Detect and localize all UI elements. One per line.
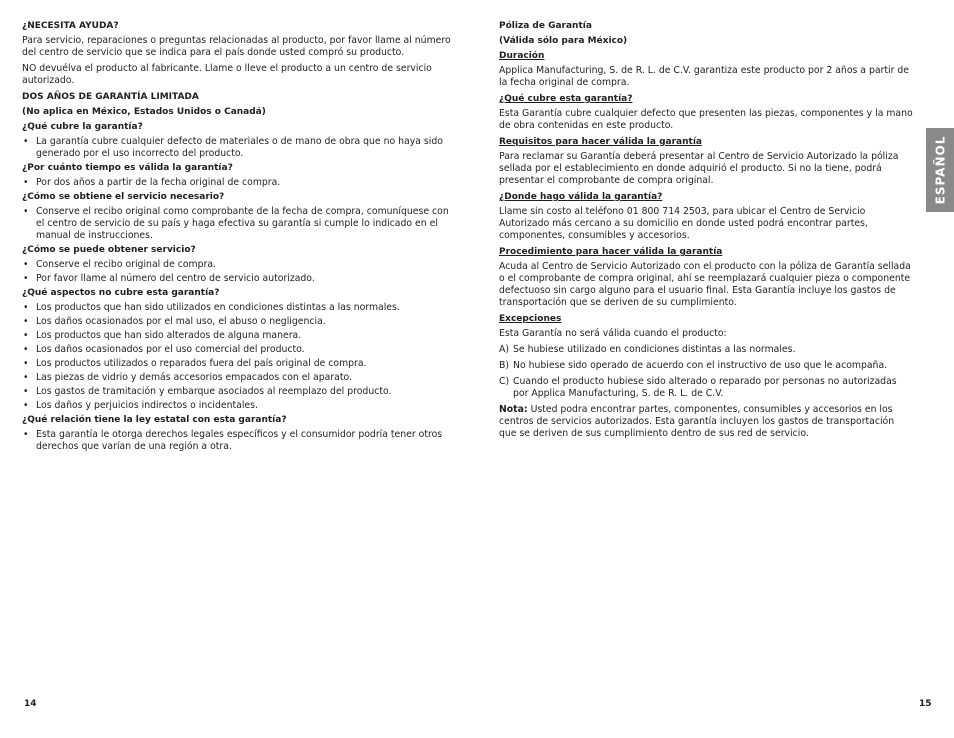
question-state-law: ¿Qué relación tiene la ley estatal con esta garantía? (22, 415, 287, 425)
question-not-covered: ¿Qué aspectos no cubre esta garantía? (22, 288, 220, 298)
covers-text: Esta Garantía cubre cualquier defecto que presenten las piezas, componentes y la mano de obra contenidas en este producto. (499, 108, 913, 131)
list-item: • Por dos años a partir de la fecha original de compra. (22, 177, 454, 189)
list-item (499, 360, 913, 372)
warranty-subheading: (No aplica en México, Estados Unidos o Canadá) (22, 107, 266, 117)
language-tab (926, 128, 954, 212)
list-item (499, 344, 913, 356)
requirements-text: Para reclamar su Garantía deberá presentar al Centro de Servicio Autorizado la póliza sellada por el establecimiento en donde adquirió el producto. Si no la tiene, podrá presentar el comprobante de compra original. (499, 151, 899, 186)
list-item-text: Cuando el producto hubiese sido alterado o reparado por personas no autorizadas por Applica Manufacturing, S. de R. L. de C.V. (513, 376, 897, 399)
question-obtain-service: ¿Cómo se puede obtener servicio? (22, 245, 196, 255)
where-text: Llame sin costo al teléfono 01 800 714 2503, para ubicar el Centro de Servicio Autorizado más cercano a su domicilio en donde usted podrá encontrar partes, componentes, consumibles y accesorios. (499, 206, 868, 241)
exceptions-heading: Excepciones (499, 314, 562, 324)
list-marker: B) (499, 360, 510, 371)
page-number-left: 14 (24, 699, 37, 709)
list-marker: C) (499, 376, 510, 387)
list-item: • Los daños ocasionados por el mal uso, el abuso o negligencia. (22, 316, 454, 328)
list-item-text: No hubiese sido operado de acuerdo con el instructivo de uso que le acompaña. (513, 360, 888, 371)
question-coverage: ¿Qué cubre la garantía? (22, 122, 143, 132)
list-item: • Conserve el recibo original como comprobante de la fecha de compra, comuníquese con el centro de servicio de su país y haga efectiva su garantía si cumple lo indicado en el manual de instrucciones. (22, 206, 454, 242)
list-marker: A) (499, 344, 509, 355)
requirements-heading: Requisitos para hacer válida la garantía (499, 137, 702, 147)
note-text: Usted podra encontrar partes, componentes, consumibles y accesorios en los centros de servicios autorizados. Esta garantía incluyen los gastos de transportación que se deriven de sus cumplimiento dentro de sus red de servicio. (499, 404, 895, 439)
exceptions-intro: Esta Garantía no será válida cuando el producto: (499, 328, 727, 339)
note-paragraph (499, 404, 913, 440)
list-item: • La garantía cubre cualquier defecto de materiales o de mano de obra que no haya sido generado por el uso incorrecto del producto. (22, 136, 454, 160)
list-item: • Los daños y perjuicios indirectos o incidentales. (22, 400, 454, 412)
note-label: Nota: (499, 404, 528, 415)
policy-subtitle: (Válida sólo para México) (499, 36, 628, 46)
list-item: • Los daños ocasionados por el uso comercial del producto. (22, 344, 454, 356)
where-heading: ¿Donde hago válida la garantía? (499, 192, 663, 202)
policy-title: Póliza de Garantía (499, 21, 592, 31)
list-item (499, 376, 913, 400)
procedure-text: Acuda al Centro de Servicio Autorizado con el producto con la póliza de Garantía sellada o el comprobante de compra original, ahí se reemplazará cualquier pieza o componente defectuoso sin cargo alguno para el usuario final. Esta Garantía incluye los gastos de transportación que se deriven de su cumplimiento. (499, 261, 911, 308)
right-page-column (499, 20, 913, 444)
need-help-heading: ¿NECESITA AYUDA? (22, 21, 119, 31)
list-item: • Conserve el recibo original de compra. (22, 259, 454, 271)
question-how-service: ¿Cómo se obtiene el servicio necesario? (22, 192, 225, 202)
covers-heading: ¿Qué cubre esta garantía? (499, 94, 633, 104)
procedure-heading: Procedimiento para hacer válida la garantía (499, 247, 723, 257)
list-item: • Por favor llame al número del centro de servicio autorizado. (22, 273, 454, 285)
list-item: • Esta garantía le otorga derechos legales específicos y el consumidor podría tener otros derechos que varían de una región a otra. (22, 429, 454, 453)
duration-heading: Duración (499, 51, 545, 61)
list-item: • Los productos que han sido utilizados en condiciones distintas a las normales. (22, 302, 454, 314)
list-item-text: Se hubiese utilizado en condiciones distintas a las normales. (513, 344, 796, 355)
page-number-right: 15 (919, 699, 932, 709)
list-item: • Los productos que han sido alterados de alguna manera. (22, 330, 454, 342)
question-duration: ¿Por cuánto tiempo es válida la garantía? (22, 163, 233, 173)
language-tab-label: ESPAÑOL (933, 135, 947, 205)
need-help-paragraph: Para servicio, reparaciones o preguntas relacionadas al producto, por favor llame al número del centro de servicio que se indica para el país donde usted compró su producto. (22, 35, 451, 58)
list-item: • Los gastos de tramitación y embarque asociados al reemplazo del producto. (22, 386, 454, 398)
list-item: • Los productos utilizados o reparados fuera del país original de compra. (22, 358, 454, 370)
list-item: • Las piezas de vidrio y demás accesorios empacados con el aparato. (22, 372, 454, 384)
warranty-heading: DOS AÑOS DE GARANTÍA LIMITADA (22, 92, 199, 102)
left-page-column (22, 20, 454, 455)
duration-text: Applica Manufacturing, S. de R. L. de C.V. garantiza este producto por 2 años a partir de la fecha original de compra. (499, 65, 910, 88)
return-notice-paragraph: NO devuélva el producto al fabricante. Llame o lleve el producto a un centro de servicio autorizado. (22, 63, 432, 86)
